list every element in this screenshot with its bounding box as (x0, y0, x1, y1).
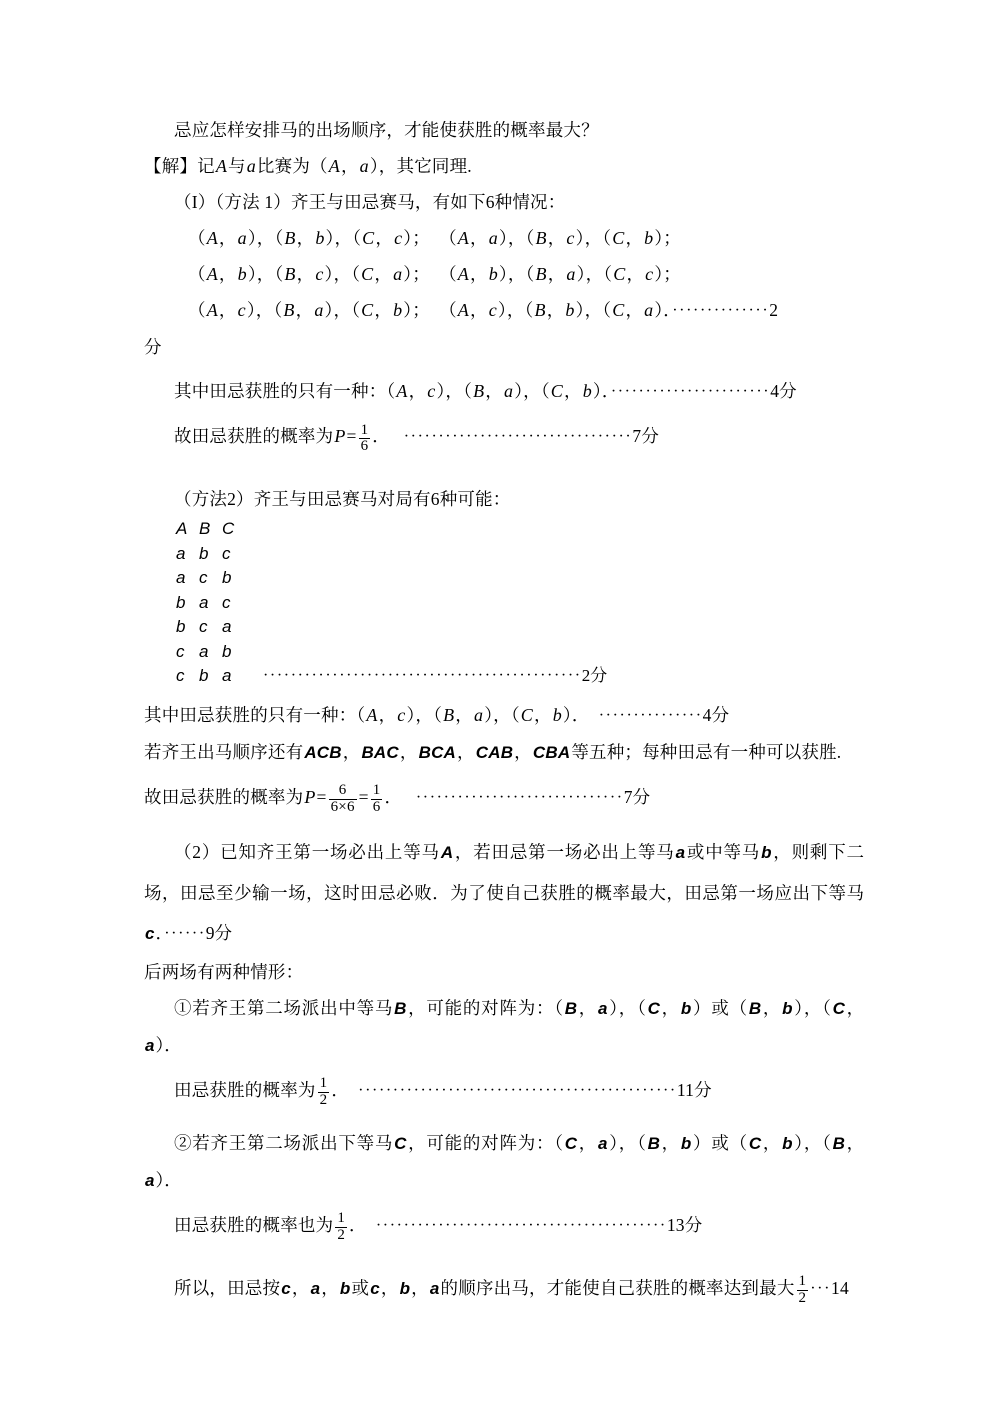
pair-left: B (283, 300, 295, 320)
matrix-row (176, 517, 864, 542)
winning-period: ． (601, 381, 611, 401)
pair-right: c (488, 300, 497, 320)
matrix-cell: c (176, 666, 185, 685)
score-marker: 2 (769, 300, 779, 320)
pair-left: C (647, 998, 660, 1018)
matrix-cell: b (176, 592, 186, 612)
fraction-denominator: 6 (372, 798, 381, 815)
conclusion-or: 或 (351, 1277, 370, 1298)
fraction-numerator: 1 (319, 1075, 328, 1091)
pair-left: C (612, 300, 625, 320)
pair-right: b (393, 300, 403, 320)
fraction-denominator: 6 (360, 438, 369, 455)
two-cases-label: 后两场有两种情形： (144, 961, 304, 982)
pair-right: a (237, 228, 247, 248)
pairs-enumeration-block (144, 220, 864, 329)
horse-letter: b (339, 1278, 351, 1298)
matrix-cell: c (199, 568, 208, 587)
horse-pair: （B，a） (463, 381, 524, 401)
part2-text-e: ． (155, 922, 165, 943)
pair-left: B (534, 300, 546, 320)
dot-leader: ·········································· (375, 1216, 667, 1234)
pair-right: a (503, 381, 514, 401)
solution-with: 与 (228, 156, 246, 176)
fraction-six-over-thirtysix (327, 783, 359, 816)
pair-right: b (782, 1133, 793, 1153)
score-marker: 2分 (581, 666, 608, 685)
var-a: a (246, 156, 256, 176)
pair-left: A (457, 228, 469, 248)
wrapped-fen-line (144, 329, 864, 365)
solution-marker-line (144, 148, 864, 184)
case2-probability-line (144, 1207, 864, 1244)
pair-right: a (145, 1035, 155, 1055)
pair-right: c (315, 264, 324, 284)
case2-prob-prefix: 田忌获胜的概率也为 (174, 1214, 334, 1235)
case1-pairs-first: （B，a），（C，b） (554, 997, 712, 1018)
score-marker: 4分 (770, 381, 797, 401)
pair-right: b (315, 228, 325, 248)
pair-right: a (145, 1170, 155, 1190)
matrix-cell: C (222, 519, 235, 538)
pair-left: B (284, 264, 296, 284)
probability-line-1 (144, 418, 864, 455)
probability-prefix: 故田忌获胜的概率为 (144, 786, 304, 807)
matrix-leader-tail (245, 666, 607, 685)
matrix-cell: a (176, 568, 186, 587)
matrix-row (176, 615, 864, 640)
winning-case-line-2 (144, 697, 864, 734)
var-a: a (675, 842, 686, 862)
matrix-cell: b (222, 568, 232, 587)
period: ． (372, 426, 390, 446)
horse-pair: （A，b） (439, 264, 508, 284)
order-token: BAC (361, 742, 399, 762)
fraction-denominator: 2 (319, 1091, 328, 1108)
fraction-numerator: 1 (360, 421, 369, 438)
order-token: CBA (532, 742, 571, 762)
horse-pair: （B，b） (274, 228, 335, 248)
case1-prob-prefix: 田忌获胜的概率为 (174, 1079, 316, 1100)
dot-leader: ·············································· (358, 1081, 677, 1099)
matrix-cell: a (222, 617, 232, 636)
horse-pair: （C，c） (603, 264, 664, 284)
pair-right: b (582, 381, 592, 401)
conclusion-line (144, 1270, 864, 1307)
pair-left: C (520, 704, 534, 725)
pair-right: c (394, 228, 403, 248)
fraction-numerator: 6 (338, 782, 347, 798)
pair-right: a (566, 264, 576, 284)
horse-pair: （A，b） (188, 264, 257, 284)
case1-mid: ，可能的对阵为： (407, 997, 555, 1018)
pair-right: a (598, 1133, 608, 1153)
pair-right: b (552, 704, 562, 725)
conclusion-sequence-1: c，a，b (281, 1277, 351, 1298)
pair-right: a (314, 300, 324, 320)
orders-prefix: 若齐王出马顺序还有 (144, 741, 304, 762)
fraction-one-sixth (357, 423, 373, 456)
winning-prefix: 其中田忌获胜的只有一种： (174, 381, 387, 401)
part1-label-line (144, 184, 864, 220)
pair-right: c (645, 264, 654, 284)
matrix-cell: b (199, 543, 209, 563)
case2-mid: ，可能的对阵为： (407, 1132, 555, 1153)
case1-or: 或 (711, 997, 730, 1018)
case2-or: 或 (711, 1132, 730, 1153)
var-A: A (440, 842, 454, 862)
conclusion-suffix: 的顺序出马，才能使自己获胜的概率达到最大 (440, 1277, 795, 1298)
var-P: P (334, 426, 346, 446)
pair-left: C (361, 300, 374, 320)
pair-var-a: a (359, 156, 369, 176)
horse-pair: （B，b） (637, 1132, 712, 1153)
winning-prefix: 其中田忌获胜的只有一种： (144, 704, 357, 725)
matrix-cell: a (199, 592, 209, 612)
probability-line-2 (144, 779, 864, 816)
matrix-row (176, 664, 864, 689)
var-b: b (761, 842, 772, 862)
pair-right: b (680, 1133, 692, 1153)
pair-left: A (457, 264, 469, 284)
dot-leader: ······················· (610, 383, 771, 400)
dot-leader: ······························ (415, 788, 624, 806)
document-content (144, 112, 864, 1307)
pair-left: A (206, 264, 218, 284)
fraction-numerator: 1 (337, 1210, 346, 1226)
score-marker: 11分 (676, 1079, 712, 1100)
pair-right: c (566, 228, 575, 248)
matrix-cell: a (199, 641, 209, 661)
orders-list: ACB，BAC，BCA，CAB，CBA (304, 741, 571, 762)
horse-pair: （B，b） (729, 997, 804, 1018)
matrix-cell: B (199, 519, 211, 538)
pair-left: A (206, 300, 218, 320)
pair-left: B (832, 1133, 845, 1153)
pair-left: B (564, 998, 578, 1018)
fraction-numerator: 1 (372, 782, 381, 798)
alternate-orders-line (144, 734, 864, 771)
horse-pair: （B，a） (273, 300, 334, 320)
method2-label-line (144, 481, 864, 517)
pair-left: B (535, 228, 547, 248)
case2-pairs-second: （C，b），（B，a） (145, 1132, 865, 1190)
pair-right: c (237, 300, 246, 320)
winning-pairs: （A，c），（B，a），（C，b） (386, 381, 602, 401)
horse-pair: （A，c） (386, 381, 446, 401)
case2-pairs-first: （C，a），（B，b） (554, 1132, 712, 1153)
matrix-cell: c (222, 592, 231, 612)
score-marker: 14 (831, 1277, 849, 1298)
dot-leader: ··· (810, 1279, 832, 1297)
horse-pair: （B，a） (433, 704, 494, 725)
horse-pair: （C，b） (510, 704, 572, 725)
question-tail-line (144, 112, 864, 148)
horse-pair: （C，b） (351, 300, 413, 320)
case1-paragraph (144, 990, 864, 1064)
horse-pair: （A，c） (356, 704, 416, 725)
dot-leader: ······ (164, 924, 206, 942)
horse-pair: （C，b） (540, 381, 602, 401)
matrix-cell: a (176, 543, 186, 563)
pair-left: C (613, 264, 626, 284)
part2-text-a: （2）已知齐王第一场必出上等马 (174, 841, 440, 862)
matrix-cell: b (222, 641, 232, 661)
horse-pair: （B，a） (554, 997, 619, 1018)
horse-pair: （C，b） (637, 997, 712, 1018)
horse-pair: （C，a） (145, 997, 865, 1055)
case1-prefix: ①若齐王第二场派出中等马 (174, 997, 394, 1018)
equals-sign-1: = (316, 786, 327, 807)
pair-left: C (564, 1133, 578, 1153)
horse-pair: （C，a） (602, 300, 664, 320)
matrix-cell: A (176, 519, 188, 538)
orders-suffix: 等五种；每种田忌有一种可以获胜. (571, 741, 842, 762)
pair-right: b (680, 998, 692, 1018)
matrix-cell: b (176, 617, 186, 636)
pair-left: B (535, 264, 547, 284)
var-c: c (145, 923, 155, 943)
score-marker: 4分 (702, 704, 730, 725)
matrix-cell: b (199, 666, 209, 685)
pair-left: C (550, 381, 564, 401)
pair-left: A (457, 300, 469, 320)
horse-pair: （A，a） (188, 228, 257, 248)
conclusion-prefix: 所以，田忌按 (174, 1277, 281, 1298)
pairs-line: （A，c），（B，a），（C，b）； （A，c），（B，b），（C，a）．··············2 (188, 300, 779, 320)
dot-leader: ·············· (672, 302, 770, 319)
pair-right: a (488, 228, 498, 248)
period: ． (349, 1214, 367, 1235)
case1-pairs-second: （B，b），（C，a） (145, 997, 865, 1055)
probability-prefix: 故田忌获胜的概率为 (174, 426, 334, 446)
equals-sign-2: = (358, 786, 369, 807)
fraction-denominator: 2 (337, 1226, 346, 1243)
horse-pair: （C，a） (554, 1132, 619, 1153)
pair-right: a (644, 300, 654, 320)
case2-paragraph (144, 1125, 864, 1199)
pair-right: c (427, 381, 436, 401)
pair-right: b (488, 264, 498, 284)
horse-pair: （C，b） (602, 228, 664, 248)
var-A: A (215, 156, 228, 176)
pair-left: C (362, 228, 375, 248)
solution-end: ），其它同理. (369, 156, 472, 176)
pair-right: b (782, 998, 793, 1018)
wrapped-fen: 分 (144, 337, 162, 357)
case2-period: ． (164, 1169, 182, 1190)
horse-pair: （B，c） (525, 228, 585, 248)
horse-pair: （B，a） (525, 264, 586, 284)
solution-rest: 比赛为（ (256, 156, 328, 176)
part2-paragraph (144, 832, 864, 954)
dot-leader: ··············· (598, 706, 703, 724)
score-marker: 9分 (205, 922, 233, 943)
fraction-one-half (316, 1076, 332, 1109)
pair-comma: ， (340, 156, 359, 176)
horse-pair: （C，c） (352, 228, 413, 248)
score-marker: 13分 (666, 1214, 703, 1235)
part2-text-c: 或中等马 (686, 841, 761, 862)
var-C: C (394, 1133, 407, 1153)
solution-marker: 【解】记 (144, 156, 215, 176)
pair-right: b (237, 264, 247, 284)
pair-left: B (748, 998, 762, 1018)
pair-left: A (396, 381, 408, 401)
pairs-line: （A，b），（B，c），（C，a）； （A，b），（B，a），（C，c）； (188, 264, 681, 284)
period: ． (331, 1079, 350, 1100)
pair-right: a (393, 264, 403, 284)
pair-left: A (366, 704, 378, 725)
horse-pair: （A，c） (439, 300, 507, 320)
period: ． (384, 786, 403, 807)
fraction-denominator: 2 (798, 1289, 807, 1306)
matrix-row (176, 566, 864, 591)
var-B: B (394, 998, 407, 1018)
pair-left: B (473, 381, 485, 401)
dot-leader: ································· (403, 428, 633, 445)
horse-pair: （A，a） (439, 228, 508, 248)
equals-sign: = (346, 426, 357, 446)
pair-right: c (397, 704, 406, 725)
matrix-cell: c (222, 543, 231, 563)
fraction-one-half (795, 1274, 811, 1307)
horse-pair: （C，a） (351, 264, 413, 284)
pair-right: a (473, 704, 484, 725)
method2-label: （方法2）齐王与田忌赛马对局有6种可能： (174, 489, 511, 509)
case1-probability-line (144, 1072, 864, 1109)
fraction-numerator: 1 (798, 1273, 807, 1289)
var-P: P (304, 786, 316, 807)
winning-period: ． (571, 704, 590, 725)
question-tail-text: 忌应怎样安排马的出场顺序，才能使获胜的概率最大？ (174, 120, 599, 140)
winning-case-line-1 (144, 373, 864, 410)
order-token: CAB (475, 742, 514, 762)
pairs-line: （A，a），（B，b），（C，c）； （A，a），（B，c），（C，b）； (188, 228, 681, 248)
pair-left: B (443, 704, 455, 725)
matrix-row (176, 542, 864, 567)
order-token: BCA (418, 742, 457, 762)
horse-letter: c (370, 1278, 380, 1298)
pair-right: b (565, 300, 575, 320)
horse-pair: （C，b） (729, 1132, 804, 1153)
conclusion-sequence-2: c，b，a (370, 1277, 440, 1298)
case1-period: ． (164, 1034, 182, 1055)
pair-left: C (612, 228, 625, 248)
winning-pairs: （A，c），（B，a），（C，b） (356, 704, 572, 725)
matrix-cell: c (199, 617, 208, 636)
horse-pair: （A，c） (188, 300, 256, 320)
part2-text-b: ，若田忌第一场必出上等马 (454, 841, 675, 862)
score-marker: 7分 (632, 426, 660, 446)
horse-pair: （B，c） (274, 264, 334, 284)
fraction-one-half (333, 1211, 349, 1244)
two-cases-label-line (144, 954, 864, 990)
horse-letter: c (281, 1278, 291, 1298)
fraction-one-sixth (369, 783, 385, 816)
pair-var-A: A (328, 156, 340, 176)
horse-letter: b (399, 1278, 411, 1298)
pair-right: a (598, 998, 608, 1018)
matrix-cell: a (222, 666, 232, 685)
pair-right: b (644, 228, 654, 248)
pair-left: A (206, 228, 218, 248)
part2-text-d: ，则剩下二场，田忌至少输一场，这时田忌必败．为了使自己获胜的概率最大，田忌第一场应出下等马 (144, 841, 865, 903)
dot-leader: ·············································· (263, 667, 582, 684)
pair-left: B (647, 1133, 660, 1153)
order-token: ACB (304, 742, 342, 762)
matrix-cell: c (176, 641, 185, 661)
pair-left: C (361, 264, 374, 284)
pair-left: C (748, 1133, 762, 1153)
horse-pair: （B，b） (524, 300, 585, 320)
permutation-matrix (144, 517, 864, 689)
horse-letter: a (310, 1278, 321, 1298)
case2-prefix: ②若齐王第二场派出下等马 (174, 1132, 394, 1153)
matrix-row (176, 591, 864, 616)
fraction-denominator: 6×6 (330, 798, 355, 815)
pair-left: C (832, 998, 845, 1018)
score-marker: 7分 (623, 786, 651, 807)
pair-left: B (284, 228, 296, 248)
horse-pair: （B，a） (145, 1132, 865, 1190)
horse-letter: a (429, 1278, 440, 1298)
matrix-row (176, 640, 864, 665)
part1-label: （I）（方法 1）齐王与田忌赛马，有如下6种情况： (174, 192, 566, 212)
